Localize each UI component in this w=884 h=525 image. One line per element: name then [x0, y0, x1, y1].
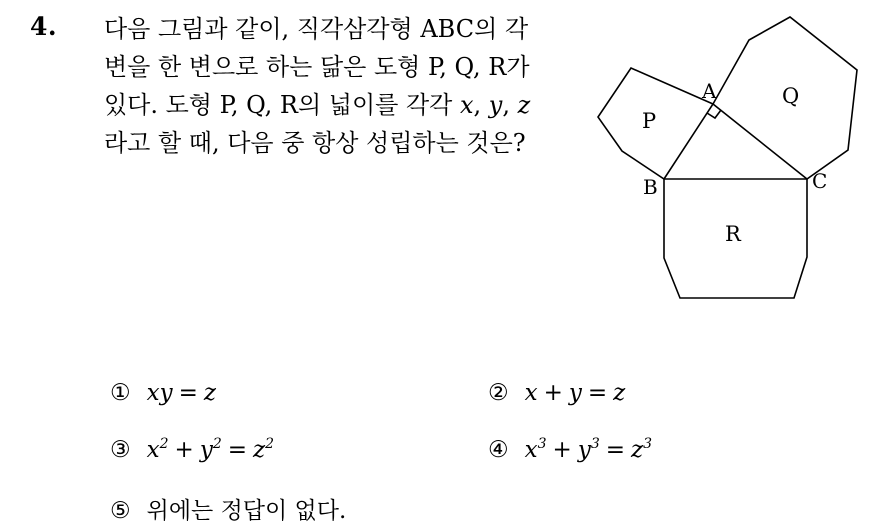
stem-line-4: 라고 할 때, 다음 중 항상 성립하는 것은? [104, 129, 526, 157]
choice-2[interactable] [488, 380, 625, 406]
choice-4-term-b: y [577, 437, 591, 463]
choice-3-exp-r: 2 [265, 436, 275, 452]
choice-1-expression [147, 380, 216, 406]
question-number: 4. [30, 12, 58, 41]
choice-2-plus: + [543, 380, 563, 406]
vertex-label-c: C [812, 169, 828, 193]
choice-2-marker: ② [488, 380, 509, 406]
shape-label-r: R [725, 222, 741, 246]
choice-1[interactable] [110, 380, 216, 406]
choice-4-rhs: z [631, 437, 644, 463]
choice-2-rhs: z [613, 380, 626, 406]
stem-line-3-text: 있다. 도형 P, Q, R의 넓이를 각각 [104, 91, 453, 119]
choice-4-term-a: x [524, 437, 538, 463]
choice-2-term-a: x [524, 380, 538, 406]
variable-z: z [517, 91, 531, 119]
choice-4-marker: ④ [488, 437, 509, 463]
stem-line-1: 다음 그림과 같이, 직각삼각형 ABC의 각 [104, 15, 529, 43]
choice-3-equals: = [227, 437, 248, 463]
choice-5[interactable] [110, 492, 346, 525]
choice-4-exp-r: 3 [643, 436, 653, 452]
choice-3-exp-b: 2 [212, 436, 222, 452]
choice-1-marker: ① [110, 380, 131, 406]
choice-2-equals: = [587, 380, 608, 406]
choice-2-expression [525, 380, 626, 406]
choice-3-expression [147, 437, 274, 463]
choice-2-term-b: y [568, 380, 582, 406]
choice-1-equals: = [178, 380, 198, 406]
stem-line-2: 변을 한 변으로 하는 닮은 도형 P, Q, R가 [104, 53, 530, 81]
stem-line-3: 있다. 도형 P, Q, R의 넓이를 각각 x, y, z [104, 91, 531, 119]
choice-3-plus: + [174, 437, 194, 463]
choice-3-term-b: y [199, 437, 213, 463]
choice-4[interactable] [488, 436, 652, 463]
choice-4-plus: + [552, 437, 572, 463]
choice-3-marker: ③ [110, 437, 131, 463]
shape-label-p: P [642, 109, 657, 133]
vertex-label-a: A [702, 79, 717, 103]
choice-3[interactable] [110, 436, 274, 463]
vertex-label-b: B [643, 175, 658, 199]
choice-1-rhs: z [203, 380, 216, 406]
variable-x: x [459, 91, 474, 119]
choice-3-exp-a: 2 [159, 436, 169, 452]
choice-5-text: 위에는 정답이 없다. [146, 498, 347, 524]
triangle-figure [592, 14, 872, 304]
shape-label-q: Q [782, 84, 800, 108]
question-stem [104, 10, 574, 162]
choice-4-expression [525, 437, 652, 463]
variable-y: y [488, 91, 503, 119]
choice-3-rhs: z [253, 437, 266, 463]
choice-5-marker: ⑤ [110, 498, 131, 524]
choice-1-lhs: xy [146, 380, 173, 406]
choice-4-exp-a: 3 [537, 436, 547, 452]
choice-3-term-a: x [146, 437, 160, 463]
choice-4-equals: = [605, 437, 626, 463]
choice-4-exp-b: 3 [590, 436, 600, 452]
